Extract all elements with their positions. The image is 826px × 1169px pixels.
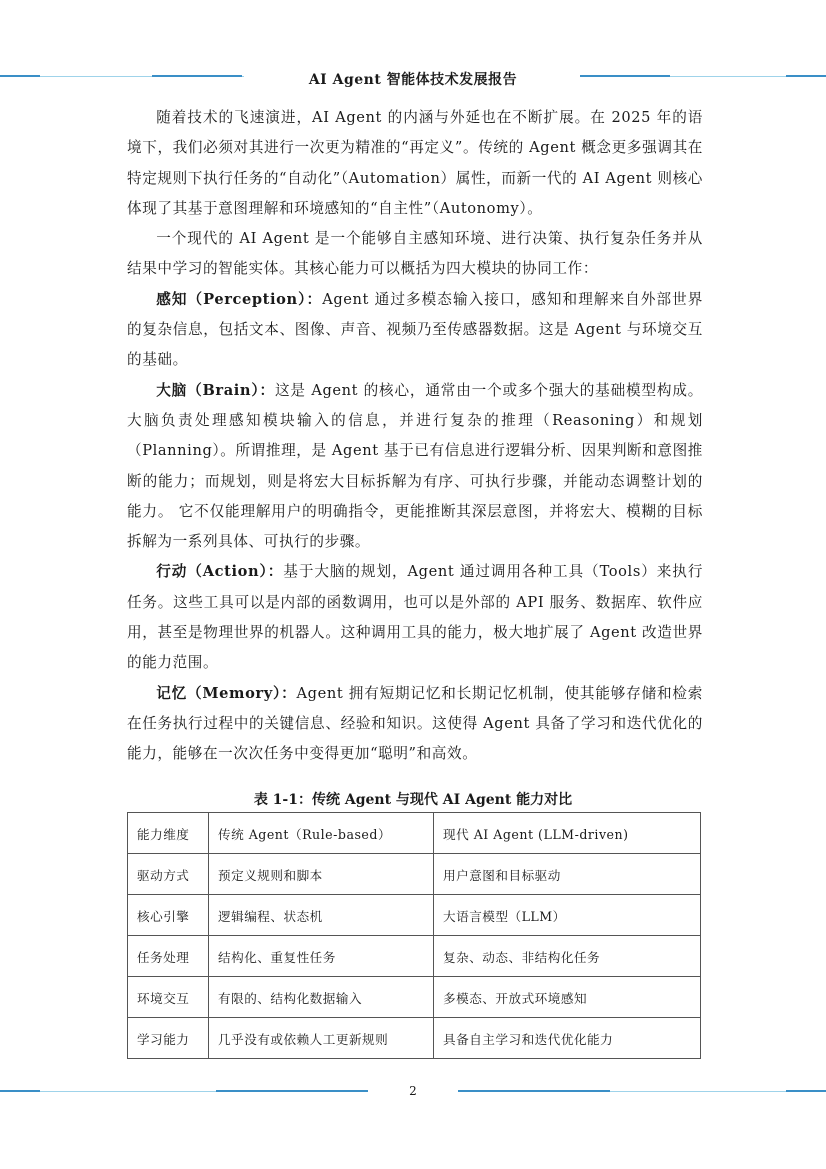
table-cell: 现代 AI Agent (LLM-driven)	[434, 813, 701, 854]
comparison-table	[127, 812, 701, 1059]
intro-paragraph: 随着技术的飞速演进，AI Agent 的内涵与外延也在不断扩展。在 2025 年的语境下，我们必须对其进行一次更为精准的“再定义”。传统的 Agent 概念更多强调其在特定规则下执行任务的“自动化”（Automation）属性，而新一代的 AI Agent 则核心体现了其基于意图理解和环境感知的“自主性”（Autonomy）。	[127, 109, 703, 217]
table-cell: 大语言模型（LLM）	[434, 895, 701, 936]
table-cell: 结构化、重复性任务	[209, 936, 434, 977]
table-cell: 预定义规则和脚本	[209, 854, 434, 895]
brain-paragraph	[127, 376, 703, 558]
report-title: AI Agent 智能体技术发展报告	[308, 72, 518, 88]
memory-paragraph	[127, 679, 703, 770]
table-row	[128, 936, 701, 977]
table-cell: 具备自主学习和迭代优化能力	[434, 1018, 701, 1059]
table-row	[128, 977, 701, 1018]
table-cell: 几乎没有或依赖人工更新规则	[209, 1018, 434, 1059]
action-term: 行动（Action）：	[156, 563, 284, 581]
table-cell: 核心引擎	[128, 895, 209, 936]
table-cell: 任务处理	[128, 936, 209, 977]
table-row	[128, 1018, 701, 1059]
table-cell: 有限的、结构化数据输入	[209, 977, 434, 1018]
perception-paragraph	[127, 285, 703, 376]
table-cell: 传统 Agent（Rule-based）	[209, 813, 434, 854]
table-row	[128, 813, 701, 854]
action-text: 基于大脑的规划，Agent 通过调用各种工具（Tools）来执行任务。这些工具可以是内部的函数调用，也可以是外部的 API 服务、数据库、软件应用，甚至是物理世界的机器人。这种调用工具的能力，极大地扩展了 Agent 改造世界的能力范围。	[127, 563, 704, 672]
brain-text: 这是 Agent 的核心，通常由一个或多个强大的基础模型构成。大脑负责处理感知模块输入的信息，并进行复杂的推理（Reasoning）和规划（Planning）。所谓推理，是 Agent 基于已有信息进行逻辑分析、因果判断和意图推断的能力；而规划，则是将宏大目标拆解为有序、可执行步骤，并能动态调整计划的能力。 它不仅能理解用户的明确指令，更能推断其深层意图，并将宏大、模糊的目标拆解为一系列具体、可执行的步骤。	[127, 381, 703, 551]
body-text	[127, 103, 703, 770]
table-cell: 逻辑编程、状态机	[209, 895, 434, 936]
table-row	[128, 854, 701, 895]
table-cell: 多模态、开放式环境感知	[434, 977, 701, 1018]
table-row	[128, 895, 701, 936]
memory-text: Agent 拥有短期记忆和长期记忆机制，使其能够存储和检索在任务执行过程中的关键信息、经验和知识。这使得 Agent 具备了学习和迭代优化的能力，能够在一次次任务中变得更加“聪明”和高效。	[127, 684, 703, 763]
table-cell: 复杂、动态、非结构化任务	[434, 936, 701, 977]
table-cell: 用户意图和目标驱动	[434, 854, 701, 895]
definition-paragraph: 一个现代的 AI Agent 是一个能够自主感知环境、进行决策、执行复杂任务并从结果中学习的智能实体。其核心能力可以概括为四大模块的协同工作：	[127, 230, 703, 278]
action-paragraph	[127, 557, 703, 678]
page-number: 2	[409, 1084, 417, 1098]
brain-term: 大脑（Brain）：	[156, 381, 275, 399]
perception-term: 感知（Perception）：	[156, 290, 323, 308]
perception-text: Agent 通过多模态输入接口，感知和理解来自外部世界的复杂信息，包括文本、图像、声音、视频乃至传感器数据。这是 Agent 与环境交互的基础。	[127, 290, 704, 369]
table-cell: 驱动方式	[128, 854, 209, 895]
table-cell: 能力维度	[128, 813, 209, 854]
table-cell: 环境交互	[128, 977, 209, 1018]
memory-term: 记忆（Memory）：	[156, 684, 297, 702]
table-cell: 学习能力	[128, 1018, 209, 1059]
table-caption: 表 1-1：传统 Agent 与现代 AI Agent 能力对比	[253, 792, 573, 808]
